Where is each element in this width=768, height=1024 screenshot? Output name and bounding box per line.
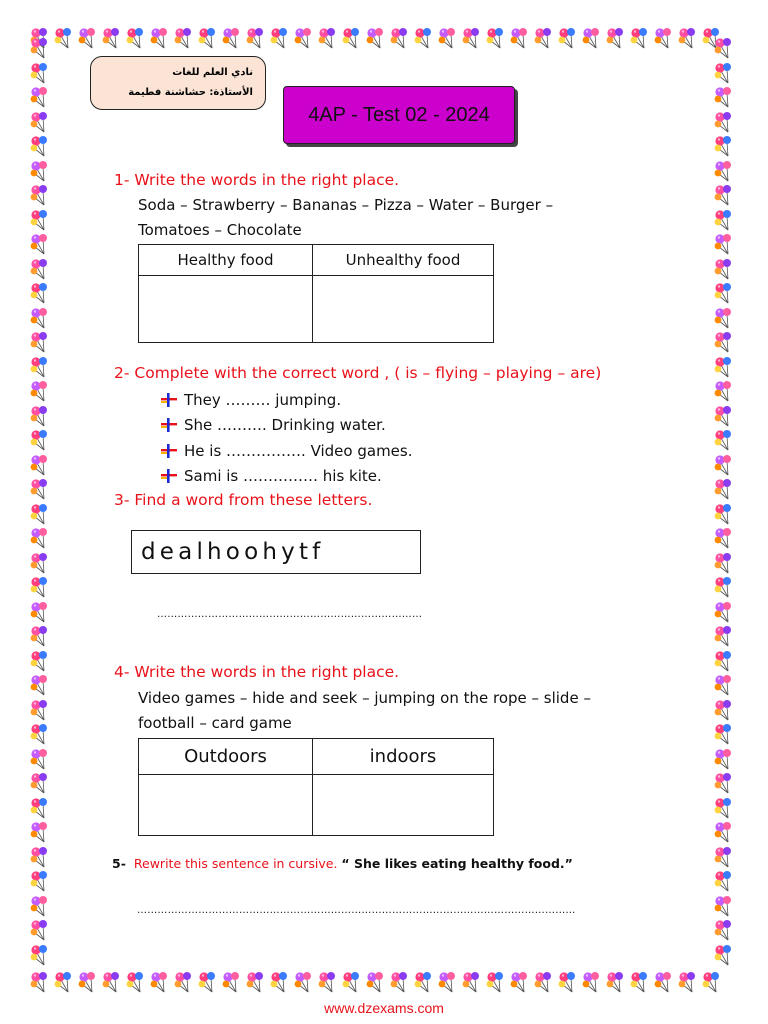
balloon-icon (712, 428, 736, 453)
border-right (712, 36, 738, 976)
balloon-icon (148, 970, 172, 994)
balloon-icon (388, 970, 412, 994)
balloon-icon (28, 845, 52, 870)
balloon-icon (712, 355, 736, 380)
balloon-icon (28, 747, 52, 772)
balloon-icon (712, 943, 736, 968)
q4-table (138, 738, 494, 836)
q2-instruction: 2- Complete with the correct word , ( is – flying – playing – are) (114, 364, 602, 382)
q5-answer-line[interactable]: ………………………………………………………………………………………………………………… (137, 905, 576, 916)
balloon-icon (28, 894, 52, 919)
balloon-icon (712, 281, 736, 306)
balloon-icon (28, 281, 52, 306)
school-name: نادي العلم للغات (172, 67, 253, 78)
balloon-icon (52, 970, 76, 994)
balloon-icon (364, 26, 388, 50)
balloon-icon (712, 208, 736, 233)
q1-header-unhealthy: Unhealthy food (313, 245, 494, 276)
list-item (160, 438, 413, 464)
balloon-icon (340, 970, 364, 994)
balloon-icon (652, 970, 676, 994)
q5-instruction: Rewrite this sentence in cursive. (133, 856, 338, 871)
balloon-icon (28, 208, 52, 233)
balloon-icon (412, 970, 436, 994)
balloon-icon (712, 502, 736, 527)
balloon-icon (712, 477, 736, 502)
balloon-icon (460, 26, 484, 50)
balloon-icon (712, 330, 736, 355)
balloon-icon (712, 453, 736, 478)
balloon-icon (316, 26, 340, 50)
q1-header-healthy: Healthy food (139, 245, 313, 276)
balloon-icon (28, 869, 52, 894)
q3-answer-line[interactable]: …………………………………………………………………… (157, 609, 423, 620)
balloon-icon (220, 970, 244, 994)
q1-words-line2: Tomatoes – Chocolate (138, 221, 302, 239)
balloon-icon (28, 306, 52, 331)
balloon-icon (268, 970, 292, 994)
balloon-icon (28, 796, 52, 821)
balloon-icon (712, 894, 736, 919)
balloon-icon (100, 26, 124, 50)
balloon-icon (28, 330, 52, 355)
balloon-icon (484, 970, 508, 994)
scrambled-letters-box (131, 530, 421, 574)
balloon-icon (712, 649, 736, 674)
q2-item-2: She ………. Drinking water. (184, 416, 386, 435)
balloon-icon (28, 355, 52, 380)
balloon-icon (436, 970, 460, 994)
balloon-icon (676, 26, 700, 50)
balloon-icon (28, 428, 52, 453)
pointing-arrow-icon (160, 392, 178, 408)
balloon-icon (388, 26, 412, 50)
balloon-icon (52, 26, 76, 50)
balloon-icon (28, 722, 52, 747)
balloon-icon (628, 970, 652, 994)
balloon-icon (244, 26, 268, 50)
q1-words-line1: Soda – Strawberry – Bananas – Pizza – Water – Burger – (138, 196, 554, 214)
balloon-icon (28, 110, 52, 135)
balloon-icon (28, 918, 52, 943)
balloon-icon (712, 159, 736, 184)
balloon-icon (172, 970, 196, 994)
balloon-icon (316, 970, 340, 994)
balloon-icon (712, 551, 736, 576)
balloon-icon (532, 970, 556, 994)
balloon-icon (28, 600, 52, 625)
balloon-icon (28, 257, 52, 282)
balloon-icon (712, 747, 736, 772)
balloon-icon (28, 575, 52, 600)
q4-words-line1: Video games – hide and seek – jumping on the rope – slide – (138, 689, 591, 707)
q4-words-line2: football – card game (138, 714, 292, 732)
balloon-icon (364, 970, 388, 994)
balloon-icon (28, 502, 52, 527)
balloon-icon (580, 970, 604, 994)
balloon-icon (196, 970, 220, 994)
balloon-icon (712, 698, 736, 723)
balloon-icon (172, 26, 196, 50)
balloon-icon (712, 600, 736, 625)
balloon-icon (712, 673, 736, 698)
balloon-icon (436, 26, 460, 50)
q4-instruction: 4- Write the words in the right place. (114, 663, 400, 681)
balloon-icon (712, 404, 736, 429)
balloon-icon (124, 26, 148, 50)
balloon-icon (28, 61, 52, 86)
balloon-icon (652, 26, 676, 50)
balloon-icon (712, 526, 736, 551)
balloon-icon (508, 970, 532, 994)
balloon-icon (712, 232, 736, 257)
q4-cell-outdoors[interactable] (139, 775, 313, 836)
q2-list (160, 387, 413, 489)
balloon-icon (28, 183, 52, 208)
balloon-icon (712, 134, 736, 159)
q5-number: 5- (112, 856, 126, 871)
balloon-icon (100, 970, 124, 994)
balloon-icon (712, 36, 736, 61)
balloon-icon (28, 453, 52, 478)
balloon-icon (28, 771, 52, 796)
balloon-icon (712, 869, 736, 894)
balloon-icon (712, 771, 736, 796)
balloon-icon (28, 820, 52, 845)
balloon-icon (712, 61, 736, 86)
balloon-icon (292, 26, 316, 50)
q5-sentence: “ She likes eating healthy food.” (341, 856, 573, 871)
balloon-icon (28, 649, 52, 674)
balloon-icon (712, 918, 736, 943)
border-left (28, 36, 54, 976)
balloon-icon (196, 26, 220, 50)
balloon-icon (340, 26, 364, 50)
balloon-icon (556, 26, 580, 50)
teacher-name: الأستاذة: حشاشنة فطيمة (128, 87, 253, 98)
balloon-icon (28, 943, 52, 968)
balloon-icon (556, 970, 580, 994)
balloon-icon (712, 110, 736, 135)
balloon-icon (580, 26, 604, 50)
balloon-icon (28, 477, 52, 502)
q4-cell-indoors[interactable] (313, 775, 494, 836)
school-info-box (90, 56, 266, 110)
balloon-icon (484, 26, 508, 50)
balloon-icon (28, 232, 52, 257)
q4-header-indoors: indoors (313, 739, 494, 775)
pointing-arrow-icon (160, 417, 178, 433)
q5-line (112, 856, 573, 871)
balloon-icon (712, 85, 736, 110)
balloon-icon (28, 159, 52, 184)
balloon-icon (28, 379, 52, 404)
balloon-icon (28, 36, 52, 61)
balloon-icon (604, 26, 628, 50)
q2-item-3: He is ……………. Video games. (184, 441, 413, 460)
list-item (160, 387, 413, 413)
pointing-arrow-icon (160, 443, 178, 459)
balloon-icon (28, 624, 52, 649)
balloon-icon (712, 183, 736, 208)
border-bottom (28, 970, 740, 996)
border-top (28, 26, 740, 52)
balloon-icon (712, 820, 736, 845)
balloon-icon (28, 673, 52, 698)
balloon-icon (28, 526, 52, 551)
balloon-icon (76, 26, 100, 50)
footer-url[interactable]: www.dzexams.com (324, 1000, 444, 1016)
balloon-icon (628, 26, 652, 50)
balloon-icon (460, 970, 484, 994)
balloon-icon (712, 722, 736, 747)
balloon-icon (28, 85, 52, 110)
balloon-icon (412, 26, 436, 50)
balloon-icon (28, 698, 52, 723)
balloon-icon (148, 26, 172, 50)
list-item (160, 413, 413, 439)
q1-table (138, 244, 494, 343)
balloon-icon (28, 404, 52, 429)
balloon-icon (268, 26, 292, 50)
q3-instruction: 3- Find a word from these letters. (114, 491, 373, 509)
balloon-icon (508, 26, 532, 50)
balloon-icon (220, 26, 244, 50)
balloon-icon (712, 575, 736, 600)
balloon-icon (712, 796, 736, 821)
balloon-icon (244, 970, 268, 994)
q1-cell-unhealthy[interactable] (313, 276, 494, 343)
balloon-icon (712, 845, 736, 870)
balloon-icon (292, 970, 316, 994)
balloon-icon (712, 306, 736, 331)
balloon-icon (28, 551, 52, 576)
balloon-icon (604, 970, 628, 994)
balloon-icon (532, 26, 556, 50)
balloon-icon (28, 134, 52, 159)
list-item (160, 464, 413, 490)
q2-item-1: They ……… jumping. (184, 390, 342, 409)
q1-instruction: 1- Write the words in the right place. (114, 171, 400, 189)
balloon-icon (76, 970, 100, 994)
balloon-icon (124, 970, 148, 994)
balloon-icon (712, 379, 736, 404)
test-title: 4AP - Test 02 - 2024 (283, 86, 515, 144)
q4-header-outdoors: Outdoors (139, 739, 313, 775)
balloon-icon (676, 970, 700, 994)
q1-cell-healthy[interactable] (139, 276, 313, 343)
q2-item-4: Sami is …………… his kite. (184, 467, 382, 486)
scrambled-letters: dealhoohytf (141, 539, 325, 565)
balloon-icon (712, 624, 736, 649)
balloon-icon (712, 257, 736, 282)
pointing-arrow-icon (160, 468, 178, 484)
